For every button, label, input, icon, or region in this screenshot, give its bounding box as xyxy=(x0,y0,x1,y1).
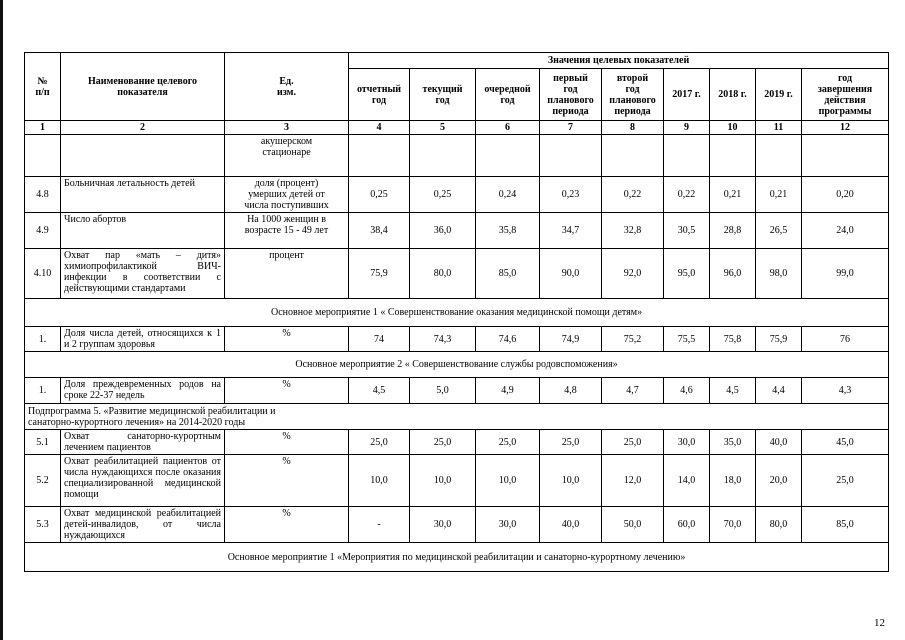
value-cell: 75,9 xyxy=(349,249,410,299)
indicator-name xyxy=(61,135,225,177)
value-cell: 4,5 xyxy=(710,378,756,404)
row-number: 4.10 xyxy=(25,249,61,299)
value-cell: 74,6 xyxy=(476,327,540,352)
value-cell: 85,0 xyxy=(802,507,889,543)
value-cell: 90,0 xyxy=(540,249,602,299)
unit: % xyxy=(225,507,349,543)
value-cell: 38,4 xyxy=(349,213,410,249)
row-number: 5.3 xyxy=(25,507,61,543)
indicator-name: Охват реабилитацией пациентов от числа нуждающихся после оказания специализированной медицинской помощи xyxy=(61,455,225,507)
value-cell: 4,4 xyxy=(756,378,802,404)
value-cell: 4,3 xyxy=(802,378,889,404)
value-cell: 0,22 xyxy=(602,177,664,213)
value-cell: 45,0 xyxy=(802,430,889,455)
header-index-cell: 7 xyxy=(540,121,602,135)
header-index-cell: 5 xyxy=(410,121,476,135)
subprogram-title: Подпрограмма 5. «Развитие медицинской реабилитации и санаторно-курортного лечения» на 2014-2020 годы xyxy=(25,404,889,430)
value-cell xyxy=(802,135,889,177)
header-values-group: Значения целевых показателей xyxy=(349,53,889,69)
row-number xyxy=(25,135,61,177)
value-cell: 98,0 xyxy=(756,249,802,299)
unit: % xyxy=(225,327,349,352)
unit: доля (процент) умерших детей от числа поступивших xyxy=(225,177,349,213)
value-cell: 32,8 xyxy=(602,213,664,249)
value-cell: 4,9 xyxy=(476,378,540,404)
header-index-row xyxy=(25,121,889,135)
value-cell: 25,0 xyxy=(476,430,540,455)
indicator-name: Охват пар «мать – дитя» химиопрофилактикой ВИЧ-инфекции в соответствии с действующими стандартами xyxy=(61,249,225,299)
value-cell: 40,0 xyxy=(540,507,602,543)
value-cell: 74,3 xyxy=(410,327,476,352)
section-title: Основное мероприятие 1 « Совершенствование оказания медицинской помощи детям» xyxy=(25,299,889,327)
header-sub: отчетный год xyxy=(349,69,410,121)
value-cell: 75,8 xyxy=(710,327,756,352)
value-cell: 70,0 xyxy=(710,507,756,543)
subprogram-title-row xyxy=(25,404,889,430)
header-index-cell: 8 xyxy=(602,121,664,135)
section-title-row xyxy=(25,352,889,378)
value-cell xyxy=(540,135,602,177)
value-cell: 0,21 xyxy=(710,177,756,213)
value-cell: 30,0 xyxy=(664,430,710,455)
value-cell: 18,0 xyxy=(710,455,756,507)
table-row xyxy=(25,177,889,213)
value-cell xyxy=(476,135,540,177)
unit: На 1000 женщин в возрасте 15 - 49 лет xyxy=(225,213,349,249)
value-cell: 74 xyxy=(349,327,410,352)
value-cell: 35,0 xyxy=(710,430,756,455)
value-cell xyxy=(410,135,476,177)
value-cell: 0,22 xyxy=(664,177,710,213)
header-sub: год завершения действия программы xyxy=(802,69,889,121)
unit: акушерском стационаре xyxy=(225,135,349,177)
row-number: 5.2 xyxy=(25,455,61,507)
value-cell: - xyxy=(349,507,410,543)
value-cell: 4,5 xyxy=(349,378,410,404)
header-sub: второй год планового периода xyxy=(602,69,664,121)
row-number: 1. xyxy=(25,378,61,404)
indicator-name: Охват медицинской реабилитацией детей-инвалидов, от числа нуждающихся xyxy=(61,507,225,543)
table-row xyxy=(25,378,889,404)
value-cell: 40,0 xyxy=(756,430,802,455)
value-cell: 0,21 xyxy=(756,177,802,213)
header-row-1 xyxy=(25,53,889,69)
table-row xyxy=(25,213,889,249)
header-index-cell: 4 xyxy=(349,121,410,135)
header-num: № п/п xyxy=(25,53,61,121)
header-sub: 2017 г. xyxy=(664,69,710,121)
value-cell: 75,9 xyxy=(756,327,802,352)
value-cell: 30,0 xyxy=(476,507,540,543)
value-cell: 35,8 xyxy=(476,213,540,249)
value-cell: 0,23 xyxy=(540,177,602,213)
value-cell: 14,0 xyxy=(664,455,710,507)
value-cell: 76 xyxy=(802,327,889,352)
value-cell: 25,0 xyxy=(540,430,602,455)
header-index-cell: 9 xyxy=(664,121,710,135)
value-cell: 34,7 xyxy=(540,213,602,249)
table-row xyxy=(25,430,889,455)
page-number: 12 xyxy=(874,617,885,629)
value-cell: 20,0 xyxy=(756,455,802,507)
value-cell: 75,5 xyxy=(664,327,710,352)
value-cell: 50,0 xyxy=(602,507,664,543)
value-cell xyxy=(710,135,756,177)
header-index-cell: 11 xyxy=(756,121,802,135)
row-number: 1. xyxy=(25,327,61,352)
scan-edge-bar xyxy=(0,0,3,640)
value-cell: 25,0 xyxy=(602,430,664,455)
value-cell: 12,0 xyxy=(602,455,664,507)
row-number: 5.1 xyxy=(25,430,61,455)
value-cell: 26,5 xyxy=(756,213,802,249)
section-title-row xyxy=(25,543,889,572)
header-sub: первый год планового периода xyxy=(540,69,602,121)
indicator-name: Число абортов xyxy=(61,213,225,249)
value-cell xyxy=(349,135,410,177)
value-cell: 0,25 xyxy=(349,177,410,213)
indicator-name: Доля преждевременных родов на сроке 22-37 недель xyxy=(61,378,225,404)
indicator-name: Доля числа детей, относящихся к 1 и 2 группам здоровья xyxy=(61,327,225,352)
value-cell: 4,6 xyxy=(664,378,710,404)
header-index-cell: 10 xyxy=(710,121,756,135)
unit: % xyxy=(225,378,349,404)
table-row xyxy=(25,135,889,177)
unit: % xyxy=(225,455,349,507)
value-cell: 10,0 xyxy=(476,455,540,507)
table-row xyxy=(25,327,889,352)
value-cell: 28,8 xyxy=(710,213,756,249)
value-cell: 4,8 xyxy=(540,378,602,404)
value-cell: 75,2 xyxy=(602,327,664,352)
target-indicators-table xyxy=(24,52,889,572)
value-cell xyxy=(602,135,664,177)
value-cell: 25,0 xyxy=(802,455,889,507)
unit: % xyxy=(225,430,349,455)
value-cell: 0,24 xyxy=(476,177,540,213)
value-cell: 85,0 xyxy=(476,249,540,299)
value-cell xyxy=(756,135,802,177)
value-cell: 25,0 xyxy=(410,430,476,455)
value-cell: 0,25 xyxy=(410,177,476,213)
value-cell: 95,0 xyxy=(664,249,710,299)
value-cell: 30,0 xyxy=(410,507,476,543)
table-row xyxy=(25,455,889,507)
value-cell: 99,0 xyxy=(802,249,889,299)
value-cell: 5,0 xyxy=(410,378,476,404)
header-sub: очередной год xyxy=(476,69,540,121)
value-cell xyxy=(664,135,710,177)
value-cell: 24,0 xyxy=(802,213,889,249)
header-index-cell: 1 xyxy=(25,121,61,135)
section-title: Основное мероприятие 1 «Мероприятия по медицинской реабилитации и санаторно-курортному лечению» xyxy=(25,543,889,572)
value-cell: 60,0 xyxy=(664,507,710,543)
section-title-row xyxy=(25,299,889,327)
table-row xyxy=(25,507,889,543)
value-cell: 0,20 xyxy=(802,177,889,213)
section-title: Основное мероприятие 2 « Совершенствование службы родовспоможения» xyxy=(25,352,889,378)
value-cell: 10,0 xyxy=(410,455,476,507)
value-cell: 96,0 xyxy=(710,249,756,299)
value-cell: 4,7 xyxy=(602,378,664,404)
indicator-name: Больничная летальность детей xyxy=(61,177,225,213)
value-cell: 36,0 xyxy=(410,213,476,249)
value-cell: 10,0 xyxy=(540,455,602,507)
table-row xyxy=(25,249,889,299)
row-number: 4.9 xyxy=(25,213,61,249)
indicator-name: Охват санаторно-курортным лечением пациентов xyxy=(61,430,225,455)
header-index-cell: 3 xyxy=(225,121,349,135)
header-sub: текущий год xyxy=(410,69,476,121)
header-sub: 2019 г. xyxy=(756,69,802,121)
unit: процент xyxy=(225,249,349,299)
header-unit: Ед. изм. xyxy=(225,53,349,121)
row-number: 4.8 xyxy=(25,177,61,213)
header-index-cell: 2 xyxy=(61,121,225,135)
value-cell: 10,0 xyxy=(349,455,410,507)
value-cell: 92,0 xyxy=(602,249,664,299)
value-cell: 74,9 xyxy=(540,327,602,352)
header-name: Наименование целевого показателя xyxy=(61,53,225,121)
header-index-cell: 12 xyxy=(802,121,889,135)
value-cell: 80,0 xyxy=(410,249,476,299)
value-cell: 25,0 xyxy=(349,430,410,455)
value-cell: 30,5 xyxy=(664,213,710,249)
header-index-cell: 6 xyxy=(476,121,540,135)
value-cell: 80,0 xyxy=(756,507,802,543)
header-sub: 2018 г. xyxy=(710,69,756,121)
